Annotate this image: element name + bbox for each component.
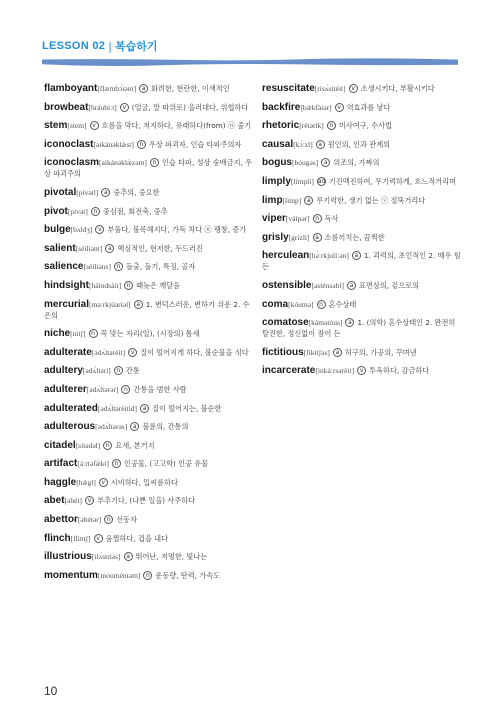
- vocab-entry: [44, 328, 254, 339]
- pronunciation: [məːrkjúəriəl]: [89, 299, 131, 309]
- vocab-entry: [262, 157, 462, 168]
- pronunciation: [bóugəs]: [292, 158, 319, 168]
- part-of-speech-badge: n: [150, 158, 159, 167]
- part-of-speech-badge: n: [103, 441, 112, 450]
- part-of-speech-badge: n: [313, 214, 322, 223]
- vocab-entry: [44, 261, 254, 272]
- part-of-speech-badge: v: [90, 121, 99, 130]
- vocab-entry: [262, 213, 462, 224]
- definition: 혼수상태: [328, 299, 357, 309]
- definition: 기진맥진하여, 무기력하게, 흐느적거리며: [328, 176, 457, 186]
- vocab-word: hindsight: [44, 279, 89, 291]
- part-of-speech-badge: ad: [317, 177, 326, 185]
- pronunciation: [flintʃ]: [70, 533, 91, 543]
- definition: 불륜의, 간통의: [142, 422, 189, 432]
- vocab-entry: [44, 533, 254, 544]
- vocab-entry: [262, 347, 462, 358]
- vocab-word: flinch: [44, 532, 71, 544]
- part-of-speech-badge: n: [91, 207, 100, 216]
- definition: 인습 타파, 성상 숭배금지, 우상 파괴주의: [44, 158, 253, 179]
- definition: 운동량, 탄력, 가속도: [155, 570, 221, 580]
- vocab-entry: [44, 384, 254, 395]
- part-of-speech-badge: n: [89, 329, 98, 338]
- definition: 화려한, 현란한, 이색적인: [151, 84, 230, 93]
- part-of-speech-badge: a: [101, 188, 110, 197]
- definition: 뛰어난, 저명한, 빛나는: [135, 552, 208, 562]
- part-of-speech-badge: a: [134, 300, 143, 309]
- vocab-column-right: [262, 83, 462, 384]
- pronunciation: [pívətl]: [76, 187, 99, 197]
- vocab-column-left: [44, 83, 254, 588]
- definition: 무기력한, 생기 없는 ⓥ 절뚝거리다: [316, 195, 426, 205]
- definition: 선동자: [116, 515, 138, 525]
- vocab-entry: [44, 365, 254, 376]
- brush-stroke-divider: [42, 58, 458, 66]
- pronunciation: [límpli]: [290, 176, 314, 186]
- vocab-entry: [262, 139, 462, 150]
- part-of-speech-badge: a: [105, 244, 114, 253]
- lesson-header: [42, 38, 157, 54]
- part-of-speech-badge: v: [85, 496, 94, 505]
- vocab-entry: [262, 102, 462, 113]
- header-separator: |: [108, 39, 112, 53]
- pronunciation: [əbét]: [64, 496, 83, 506]
- vocab-entry: [44, 102, 254, 113]
- vocab-entry: [44, 120, 254, 131]
- pronunciation: [séiliənt]: [75, 243, 103, 253]
- definition: 시비하다, 입씨름하다: [110, 477, 178, 487]
- vocab-word: abet: [44, 495, 65, 507]
- part-of-speech-badge: a: [130, 422, 139, 431]
- vocab-entry: [262, 120, 462, 131]
- pronunciation: [bǽkfàiər]: [300, 102, 332, 112]
- vocab-entry: [44, 477, 254, 488]
- vocab-word: backfire: [262, 101, 301, 113]
- definition: 소름끼치는, 끔찍한: [324, 232, 385, 242]
- definition: 역효과를 낳다: [346, 102, 391, 112]
- part-of-speech-badge: a: [140, 404, 149, 413]
- vocab-entry: [44, 83, 254, 94]
- pronunciation: [nitʃ]: [70, 329, 86, 339]
- part-of-speech-badge: n: [327, 121, 336, 130]
- definition: 중추의, 중요한: [113, 187, 160, 197]
- part-of-speech-badge: n: [104, 515, 113, 524]
- pronunciation: [ilʌ́striəs]: [91, 552, 121, 562]
- vocab-entry: [44, 458, 254, 469]
- part-of-speech-badge: a: [321, 158, 330, 167]
- definition: 원인의, 인과 관계의: [327, 139, 391, 149]
- vocab-entry: [44, 224, 254, 235]
- vocab-entry: [44, 206, 254, 217]
- vocab-entry: [262, 250, 462, 272]
- vocab-word: grisly: [262, 231, 289, 243]
- pronunciation: [váipər]: [285, 214, 310, 224]
- part-of-speech-badge: v: [95, 225, 104, 234]
- part-of-speech-badge: n: [112, 459, 121, 468]
- vocab-entry: [44, 157, 254, 179]
- vocab-word: bogus: [262, 157, 292, 169]
- vocab-entry: [44, 187, 254, 198]
- pronunciation: [aikánəklæ̀st]: [93, 139, 134, 149]
- vocab-entry: [44, 403, 254, 414]
- pronunciation: [bʌldʒ]: [70, 225, 93, 235]
- pronunciation: [stem]: [67, 121, 87, 131]
- definition: 꼭 맞는 자리(일), (시장의) 틈새: [100, 329, 200, 339]
- part-of-speech-badge: a: [345, 318, 354, 327]
- part-of-speech-badge: a: [313, 233, 322, 242]
- definition: 투옥하다, 감금하다: [369, 366, 430, 376]
- pronunciation: [kámətòus]: [308, 318, 343, 328]
- definition: 미사여구, 수사법: [338, 121, 392, 131]
- part-of-speech-badge: a: [124, 552, 133, 561]
- part-of-speech-badge: n: [121, 385, 130, 394]
- vocab-word: comatose: [262, 317, 309, 329]
- definition: 위조의, 가짜의: [333, 158, 380, 168]
- vocab-word: iconoclast: [44, 138, 94, 150]
- definition: 핵심적인, 현저한, 두드러진: [117, 243, 203, 253]
- vocab-entry: [44, 514, 254, 525]
- vocab-word: causal: [262, 138, 294, 150]
- pronunciation: [grízli]: [288, 232, 310, 242]
- part-of-speech-badge: v: [335, 103, 344, 112]
- definition: 표면상의, 겉으로의: [358, 280, 420, 290]
- part-of-speech-badge: v: [349, 84, 358, 93]
- part-of-speech-badge: v: [128, 348, 137, 357]
- pronunciation: [pívət]: [67, 206, 88, 216]
- vocab-word: viper: [262, 213, 286, 225]
- pronunciation: [limp]: [282, 195, 302, 205]
- definition: (얼굴, 말 따위로) 을러대다, 위협하다: [131, 102, 249, 112]
- pronunciation: [ədʌ́ltərəs]: [95, 422, 128, 432]
- pronunciation: [sítədəl]: [75, 440, 101, 450]
- definition: 때늦은 깨달음: [136, 280, 181, 290]
- definition: 1. (의학) 혼수상태인 2. 완전히 탈진한, 정신없이 잠이 든: [262, 318, 456, 339]
- vocab-word: stem: [44, 120, 68, 132]
- vocab-entry: [44, 421, 254, 432]
- vocab-word: pivot: [44, 205, 68, 217]
- vocab-word: mercurial: [44, 298, 90, 310]
- part-of-speech-badge: a: [352, 251, 361, 260]
- vocab-word: pivotal: [44, 186, 77, 198]
- pronunciation: [ədʌ́ltərèitid]: [97, 403, 138, 413]
- vocab-word: salient: [44, 242, 76, 254]
- pronunciation: [asténsəbl]: [311, 280, 344, 290]
- vocab-entry: [262, 232, 462, 243]
- part-of-speech-badge: v: [99, 478, 108, 487]
- definition: 우상 파괴자, 인습 타파주의자: [148, 139, 242, 149]
- vocab-word: herculean: [262, 250, 310, 262]
- vocab-word: artifact: [44, 458, 78, 470]
- part-of-speech-badge: n: [114, 366, 123, 375]
- vocab-word: haggle: [44, 476, 77, 488]
- vocab-entry: [44, 347, 254, 358]
- definition: 인공물, (고고학) 인공 유물: [124, 459, 209, 469]
- vocab-word: niche: [44, 328, 71, 340]
- pronunciation: [séiliəns]: [83, 262, 111, 272]
- lesson-title: 복습하기: [114, 40, 158, 53]
- part-of-speech-badge: a: [139, 84, 148, 93]
- definition: 중심점, 회전축, 중추: [102, 206, 168, 216]
- definition: 소생시키다, 부활시키다: [360, 84, 435, 93]
- definition: 허구의, 가공의, 꾸며낸: [344, 347, 417, 357]
- vocab-word: limply: [262, 175, 291, 187]
- part-of-speech-badge: n: [137, 140, 146, 149]
- pronunciation: [aikánəklæ̀zəm]: [99, 158, 147, 168]
- vocab-word: limp: [262, 194, 283, 206]
- vocab-entry: [262, 83, 462, 94]
- vocab-word: adulterer: [44, 383, 87, 395]
- vocab-word: bulge: [44, 224, 71, 236]
- vocab-word: flamboyant: [44, 83, 98, 94]
- vocab-word: citadel: [44, 439, 76, 451]
- vocab-entry: [44, 139, 254, 150]
- vocab-entry: [44, 570, 254, 581]
- definition: 1. 괴력의, 초인적인 2. 매우 힘든: [262, 251, 461, 272]
- definition: 독사: [324, 214, 339, 224]
- part-of-speech-badge: n: [317, 300, 326, 309]
- vocab-word: adulterate: [44, 346, 92, 358]
- vocab-word: illustrious: [44, 551, 92, 563]
- part-of-speech-badge: v: [120, 103, 129, 112]
- part-of-speech-badge: v: [357, 366, 366, 375]
- vocab-word: incarcerate: [262, 365, 316, 377]
- part-of-speech-badge: a: [333, 348, 342, 357]
- vocab-word: rhetoric: [262, 120, 300, 132]
- pronunciation: [əbétər]: [77, 515, 102, 525]
- definition: 부추기다, (나쁜 일을) 사주하다: [97, 496, 196, 506]
- pronunciation: [hə̀ːrkjulíːən]: [309, 251, 349, 261]
- pronunciation: [fiktíʃəs]: [303, 347, 330, 357]
- definition: 1. 변덕스러운, 변하기 쉬운 2. 수은의: [44, 299, 250, 320]
- pronunciation: [rétərik]: [299, 121, 324, 131]
- vocab-entry: [262, 299, 462, 310]
- vocab-entry: [262, 317, 462, 339]
- vocab-entry: [262, 280, 462, 291]
- pronunciation: [ədʌ́ltəri]: [82, 366, 111, 376]
- definition: 질이 떨어지는, 불순한: [152, 403, 222, 413]
- vocab-word: resuscitate: [262, 83, 315, 94]
- pronunciation: [hǽgl]: [76, 477, 96, 487]
- vocab-word: coma: [262, 298, 289, 310]
- pronunciation: [ədʌ́ltərər]: [86, 384, 119, 394]
- vocab-entry: [44, 299, 254, 321]
- definition: 간통: [125, 366, 140, 376]
- pronunciation: [áːrtəfæ̀kt]: [77, 459, 110, 469]
- pronunciation: [kɔ́ːzl]: [293, 139, 313, 149]
- part-of-speech-badge: n: [143, 571, 152, 580]
- vocab-word: salience: [44, 261, 84, 273]
- vocab-entry: [44, 243, 254, 254]
- pronunciation: [mouméntəm]: [97, 570, 141, 580]
- vocab-word: adulterated: [44, 402, 98, 414]
- vocab-entry: [44, 551, 254, 562]
- vocab-entry: [44, 495, 254, 506]
- vocab-entry: [44, 440, 254, 451]
- vocab-word: ostensible: [262, 279, 312, 291]
- pronunciation: [risʌ́sitèit]: [314, 84, 346, 93]
- definition: 돌출, 돌기, 특징, 골자: [125, 262, 196, 272]
- definition: 요새, 본거지: [115, 440, 155, 450]
- pronunciation: [kóumə]: [288, 299, 314, 309]
- vocab-word: momentum: [44, 569, 98, 581]
- vocab-word: iconoclasm: [44, 157, 100, 169]
- vocab-word: abettor: [44, 514, 78, 526]
- definition: 간통을 범한 사람: [133, 384, 187, 394]
- definition: 질이 떨어지게 하다, 불순물을 섞다: [140, 347, 249, 357]
- vocab-entry: [44, 280, 254, 291]
- vocab-word: adulterous: [44, 421, 96, 433]
- vocab-entry: [262, 176, 462, 187]
- part-of-speech-badge: a: [347, 281, 356, 290]
- part-of-speech-badge: a: [316, 140, 325, 149]
- pronunciation: [flæmbɔ́iənt]: [97, 84, 137, 93]
- pronunciation: [inkáːrsərèit]: [315, 366, 355, 376]
- part-of-speech-badge: n: [114, 262, 123, 271]
- vocab-word: browbeat: [44, 101, 89, 113]
- vocab-entry: [262, 195, 462, 206]
- definition: 부풀다, 불룩해지다, 가득 차다 ⓝ 팽창, 증가: [107, 225, 247, 235]
- pronunciation: [ədʌ́ltərèit]: [91, 347, 126, 357]
- definition: 움찔하다, 겁을 내다: [105, 533, 169, 543]
- page-number: 10: [44, 684, 58, 698]
- part-of-speech-badge: v: [94, 534, 103, 543]
- pronunciation: [bráubìːt]: [88, 102, 117, 112]
- vocab-word: fictitious: [262, 346, 304, 358]
- lesson-label: LESSON 02: [42, 40, 106, 52]
- part-of-speech-badge: n: [124, 281, 133, 290]
- pronunciation: [háindsàit]: [89, 280, 122, 290]
- part-of-speech-badge: a: [304, 196, 313, 205]
- vocab-entry: [262, 365, 462, 376]
- definition: 흐름을 막다, 저지하다, 유래하다(from) ⓝ 줄기: [101, 121, 252, 131]
- vocab-word: adultery: [44, 365, 83, 377]
